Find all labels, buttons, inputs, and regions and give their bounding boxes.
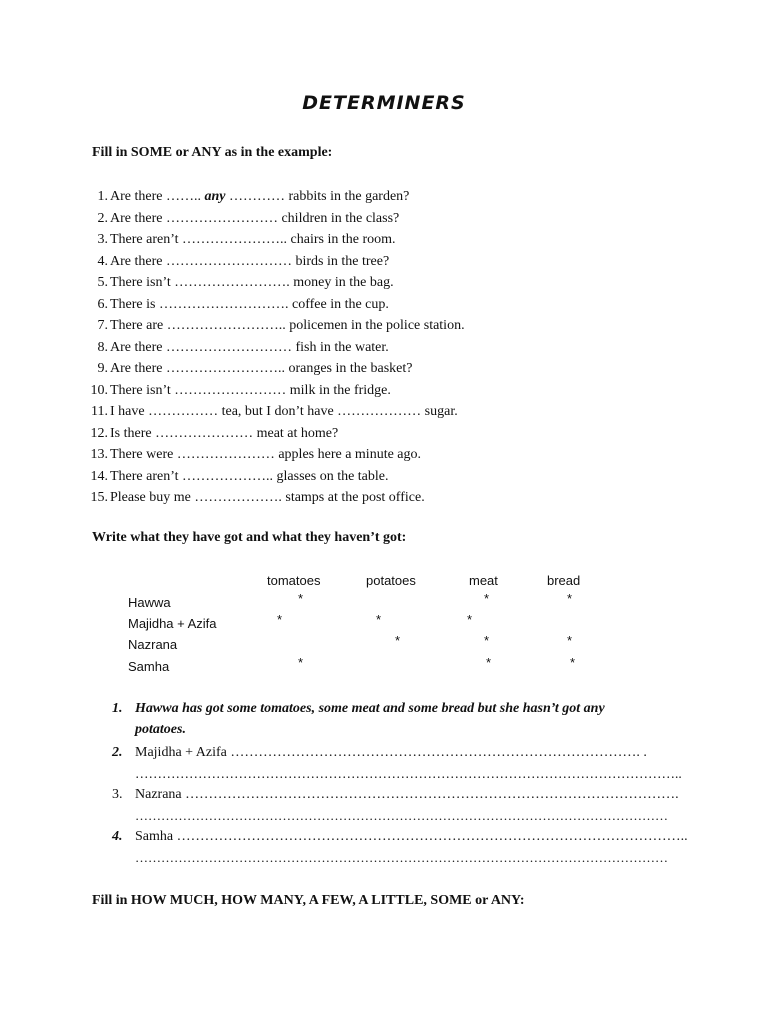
item-number: 14. [90, 468, 108, 484]
example-answer: any [204, 189, 226, 204]
answer-line: Majidha + Azifa ……………………………………………………………………………. . [135, 745, 647, 760]
page-title: DETERMINERS [302, 92, 466, 114]
section3-heading: Fill in HOW MUCH, HOW MANY, A FEW, A LITTLE, SOME or ANY: [92, 893, 525, 908]
item-number: 2. [97, 210, 108, 226]
answer-number: 2. [112, 745, 123, 760]
item-text: There were ………………… apples here a minute ago. [110, 447, 422, 462]
mark-star: * [395, 633, 401, 648]
section1-heading: Fill in SOME or ANY as in the example: [92, 145, 333, 160]
item-text: There isn’t …………………… milk in the fridge. [110, 382, 391, 398]
mark-star: * [298, 655, 304, 670]
item-number: 8. [97, 339, 108, 355]
mark-star: * [570, 655, 576, 670]
item-text: Are there ……………………… birds in the tree? [110, 253, 390, 269]
item-number: 10. [90, 382, 108, 398]
mark-star: * [467, 612, 473, 627]
answer-number: 3. [112, 787, 123, 802]
mark-star: * [567, 633, 573, 648]
exercise-item [70, 358, 465, 380]
answer-line-continued: ………………………………………………………………………………………………………….. [135, 766, 682, 781]
item-number: 5. [97, 275, 108, 290]
exercise-item [70, 315, 465, 337]
exercise-item [70, 444, 465, 466]
exercise-item [70, 466, 465, 488]
some-any-exercise-list [70, 186, 465, 509]
item-text: Are there ……………………… fish in the water. [110, 339, 389, 355]
row-name: Majidha + Azifa [128, 616, 217, 631]
answer-line-continued: …………………………………………………………………………………………………………… [135, 808, 668, 823]
item-text: There is ………………………. coffee in the cup. [110, 296, 389, 312]
section2-heading: Write what they have got and what they haven’t got: [92, 530, 407, 545]
row-name: Hawwa [128, 595, 171, 610]
item-text: There aren’t ……………….. glasses on the table. [110, 468, 389, 484]
exercise-item [70, 208, 465, 230]
mark-star: * [298, 591, 304, 606]
item-text: There aren’t ………………….. chairs in the room. [110, 232, 396, 247]
item-text: There isn’t ……………………. money in the bag. [110, 275, 394, 290]
item-text: Is there ………………… meat at home? [110, 425, 339, 441]
item-text: Are there …………………….. oranges in the basket? [110, 361, 413, 376]
item-number: 9. [97, 361, 108, 376]
mark-star: * [376, 612, 382, 627]
exercise-item [70, 229, 465, 251]
answer-number: 1. [112, 701, 123, 716]
mark-star: * [484, 633, 490, 648]
mark-star: * [567, 591, 573, 606]
exercise-item [70, 401, 465, 423]
item-text: There are …………………….. policemen in the police station. [110, 318, 465, 333]
item-number: 6. [97, 296, 108, 312]
item-number: 13. [90, 447, 108, 462]
column-header: tomatoes [267, 573, 321, 588]
answer-number: 4. [112, 829, 123, 844]
item-number: 12. [90, 425, 108, 441]
item-number: 4. [97, 253, 108, 269]
mark-star: * [486, 655, 492, 670]
exercise-item [70, 423, 465, 445]
exercise-item [70, 272, 465, 294]
answer-line-continued: …………………………………………………………………………………………………………… [135, 850, 668, 865]
row-name: Nazrana [128, 637, 178, 652]
exercise-item [70, 186, 465, 208]
exercise-item [70, 251, 465, 273]
answer-line: Hawwa has got some tomatoes, some meat and some bread but she hasn’t got any [135, 701, 605, 716]
exercise-item [70, 380, 465, 402]
item-number: 15. [90, 490, 108, 505]
column-header: potatoes [366, 573, 416, 588]
answer-line: Samha ……………………………………………………………………………………………….. [135, 829, 688, 844]
mark-star: * [277, 612, 283, 627]
answer-line-continued: potatoes. [135, 722, 186, 737]
item-number: 11. [91, 404, 108, 419]
item-number: 3. [97, 232, 108, 247]
item-text: Are there …………………… children in the class? [110, 210, 400, 226]
column-header: meat [469, 573, 498, 588]
item-text-after: ………… rabbits in the garden? [225, 189, 410, 204]
exercise-item [70, 294, 465, 316]
mark-star: * [484, 591, 490, 606]
item-text: Please buy me ………………. stamps at the post office. [110, 490, 425, 505]
item-text: Are there …….. [110, 189, 205, 204]
item-text: I have …………… tea, but I don’t have ……………… sugar. [110, 404, 458, 419]
item-number: 1. [97, 189, 108, 204]
item-number: 7. [97, 318, 108, 333]
column-header: bread [547, 573, 581, 588]
answer-line: Nazrana ……………………………………………………………………………………………. [135, 787, 679, 802]
exercise-item [70, 487, 465, 509]
exercise-item [70, 337, 465, 359]
row-name: Samha [128, 659, 170, 674]
